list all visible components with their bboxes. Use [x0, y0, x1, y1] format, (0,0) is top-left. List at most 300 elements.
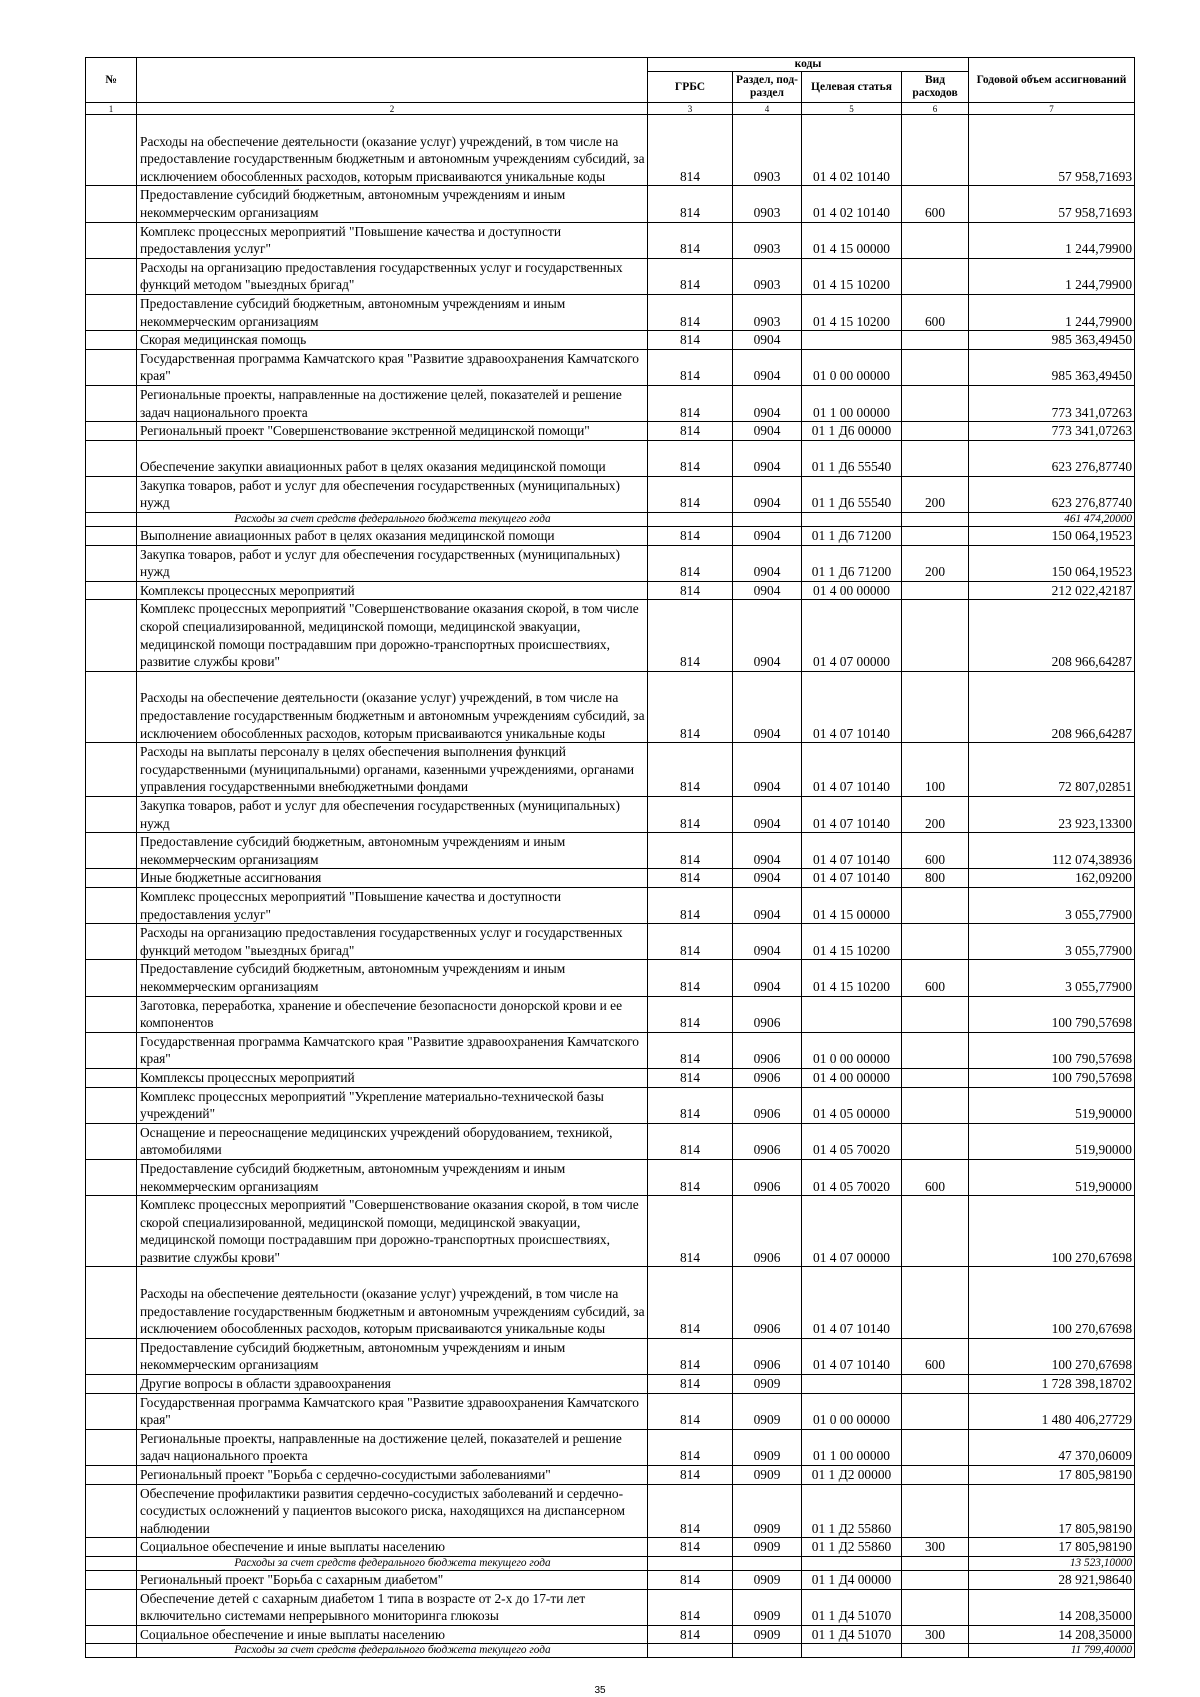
row-name: Предоставление субсидий бюджетным, автономным учреждениям и иным некоммерческим организациям [137, 186, 648, 222]
row-razdel: 0904 [733, 924, 802, 960]
row-razdel: 0904 [733, 422, 802, 441]
row-vid [902, 996, 969, 1032]
table-row [86, 527, 1135, 546]
row-name: Комплексы процессных мероприятий [137, 1068, 648, 1087]
table-row [86, 743, 1135, 797]
row-grbs: 814 [648, 600, 733, 671]
row-name: Закупка товаров, работ и услуг для обеспечения государственных (муниципальных) нужд [137, 476, 648, 512]
row-vid [902, 115, 969, 186]
row-grbs: 814 [648, 349, 733, 385]
table-row [86, 294, 1135, 330]
row-razdel [733, 1644, 802, 1658]
row-celevaya: 01 1 Д4 51070 [802, 1625, 902, 1644]
row-vid [902, 1484, 969, 1538]
row-vid [902, 331, 969, 350]
row-razdel: 0903 [733, 222, 802, 258]
row-razdel: 0906 [733, 1267, 802, 1338]
row-celevaya: 01 1 Д4 51070 [802, 1589, 902, 1625]
row-sum: 17 805,98190 [969, 1466, 1135, 1485]
row-grbs: 814 [648, 545, 733, 581]
row-razdel: 0904 [733, 960, 802, 996]
row-celevaya: 01 1 Д2 00000 [802, 1466, 902, 1485]
row-num-cell [86, 1589, 137, 1625]
row-num-cell [86, 1159, 137, 1195]
row-vid [902, 1123, 969, 1159]
row-name: Закупка товаров, работ и услуг для обеспечения государственных (муниципальных) нужд [137, 797, 648, 833]
row-celevaya: 01 1 Д6 55540 [802, 440, 902, 476]
row-grbs: 814 [648, 1068, 733, 1087]
row-name: Региональные проекты, направленные на достижение целей, показателей и решение задач национального проекта [137, 385, 648, 421]
row-vid [902, 888, 969, 924]
row-name: Комплекс процессных мероприятий "Укрепление материально-технической базы учреждений" [137, 1087, 648, 1123]
table-row [86, 1068, 1135, 1087]
row-razdel: 0904 [733, 581, 802, 600]
row-grbs: 814 [648, 797, 733, 833]
table-row [86, 1625, 1135, 1644]
row-name: Расходы на выплаты персоналу в целях обеспечения выполнения функций государственными (муниципальными) органами, казенными учреждениями, органами управления государственными внебюджетными фондами [137, 743, 648, 797]
row-vid [902, 1466, 969, 1485]
row-celevaya [802, 513, 902, 527]
row-grbs: 814 [648, 331, 733, 350]
row-celevaya: 01 4 07 10140 [802, 671, 902, 742]
row-sum: 162,09200 [969, 869, 1135, 888]
row-razdel: 0909 [733, 1589, 802, 1625]
row-grbs: 814 [648, 1032, 733, 1068]
row-vid: 200 [902, 797, 969, 833]
row-num-cell [86, 1087, 137, 1123]
row-num-cell [86, 833, 137, 869]
row-num-cell [86, 1644, 137, 1658]
row-celevaya: 01 4 05 00000 [802, 1087, 902, 1123]
row-name: Предоставление субсидий бюджетным, автономным учреждениям и иным некоммерческим организациям [137, 294, 648, 330]
row-vid [902, 440, 969, 476]
row-razdel: 0906 [733, 1032, 802, 1068]
row-celevaya: 01 4 15 10200 [802, 258, 902, 294]
row-razdel: 0909 [733, 1429, 802, 1465]
header-celevaya: Целевая статья [802, 72, 902, 103]
row-razdel: 0904 [733, 600, 802, 671]
row-razdel: 0906 [733, 1068, 802, 1087]
row-vid [902, 1196, 969, 1267]
row-celevaya: 01 4 02 10140 [802, 186, 902, 222]
row-celevaya: 01 4 02 10140 [802, 115, 902, 186]
row-razdel: 0904 [733, 797, 802, 833]
table-row [86, 1123, 1135, 1159]
row-vid [902, 258, 969, 294]
header-obem: Годовой объем ассигнований [969, 58, 1135, 103]
row-razdel [733, 1557, 802, 1571]
row-razdel: 0904 [733, 385, 802, 421]
row-num-cell [86, 1338, 137, 1374]
col-number: 7 [969, 103, 1135, 115]
row-grbs: 814 [648, 1466, 733, 1485]
row-sum: 100 270,67698 [969, 1267, 1135, 1338]
row-num-cell [86, 996, 137, 1032]
row-razdel: 0904 [733, 671, 802, 742]
row-vid: 300 [902, 1538, 969, 1557]
row-celevaya: 01 1 Д6 55540 [802, 476, 902, 512]
row-razdel: 0906 [733, 996, 802, 1032]
row-grbs: 814 [648, 1338, 733, 1374]
row-razdel: 0904 [733, 476, 802, 512]
row-celevaya: 01 0 00 00000 [802, 349, 902, 385]
row-sum: 23 923,13300 [969, 797, 1135, 833]
table-row [86, 1484, 1135, 1538]
table-row [86, 1538, 1135, 1557]
row-celevaya [802, 1644, 902, 1658]
row-num-cell [86, 743, 137, 797]
row-celevaya: 01 4 15 10200 [802, 924, 902, 960]
row-grbs: 814 [648, 258, 733, 294]
header-name [137, 58, 648, 103]
row-num-cell [86, 924, 137, 960]
row-sum: 519,90000 [969, 1087, 1135, 1123]
row-num-cell [86, 513, 137, 527]
row-razdel: 0909 [733, 1484, 802, 1538]
row-vid: 600 [902, 1159, 969, 1195]
row-name: Предоставление субсидий бюджетным, автономным учреждениям и иным некоммерческим организациям [137, 960, 648, 996]
row-celevaya [802, 1557, 902, 1571]
row-num-cell [86, 545, 137, 581]
table-row [86, 476, 1135, 512]
row-num-cell [86, 1484, 137, 1538]
row-grbs: 814 [648, 527, 733, 546]
row-name: Предоставление субсидий бюджетным, автономным учреждениям и иным некоммерческим организациям [137, 833, 648, 869]
row-grbs: 814 [648, 1123, 733, 1159]
row-razdel: 0909 [733, 1625, 802, 1644]
row-celevaya: 01 4 07 10140 [802, 869, 902, 888]
row-vid [902, 513, 969, 527]
row-grbs: 814 [648, 1087, 733, 1123]
row-sum: 519,90000 [969, 1123, 1135, 1159]
row-name: Региональный проект "Борьба с сахарным диабетом" [137, 1571, 648, 1590]
row-sum: 1 244,79900 [969, 222, 1135, 258]
row-celevaya: 01 4 07 00000 [802, 1196, 902, 1267]
row-num-cell [86, 1625, 137, 1644]
row-name: Расходы на обеспечение деятельности (оказание услуг) учреждений, в том числе на предоставление государственным бюджетным и автономным учреждениям субсидий, за исключением обособленных расходов, которым присваиваются уникальные коды [137, 1267, 648, 1338]
row-num-cell [86, 1466, 137, 1485]
row-razdel: 0903 [733, 294, 802, 330]
row-name: Обеспечение детей с сахарным диабетом 1 типа в возрасте от 2-х до 17-ти лет включительно системами непрерывного мониторинга глюкозы [137, 1589, 648, 1625]
row-name: Комплекс процессных мероприятий "Совершенствование оказания скорой, в том числе скорой специализированной, медицинской помощи, медицинской эвакуации, медицинской помощи пострадавшим при дорожно-транспортных происшествиях, развитие службы крови" [137, 1196, 648, 1267]
row-celevaya: 01 1 Д2 55860 [802, 1538, 902, 1557]
row-sum: 985 363,49450 [969, 349, 1135, 385]
row-num-cell [86, 1393, 137, 1429]
row-num-cell [86, 1429, 137, 1465]
row-grbs: 814 [648, 924, 733, 960]
table-row [86, 115, 1135, 186]
row-num-cell [86, 671, 137, 742]
row-vid [902, 1644, 969, 1658]
table-row [86, 581, 1135, 600]
row-celevaya: 01 4 00 00000 [802, 581, 902, 600]
row-num-cell [86, 440, 137, 476]
row-razdel: 0906 [733, 1159, 802, 1195]
federal-budget-row [86, 1644, 1135, 1658]
row-razdel: 0904 [733, 349, 802, 385]
table-row [86, 600, 1135, 671]
row-razdel: 0909 [733, 1466, 802, 1485]
table-row [86, 440, 1135, 476]
row-name: Иные бюджетные ассигнования [137, 869, 648, 888]
row-razdel: 0904 [733, 545, 802, 581]
row-num-cell [86, 258, 137, 294]
row-celevaya: 01 1 Д6 71200 [802, 545, 902, 581]
row-razdel: 0909 [733, 1393, 802, 1429]
row-num-cell [86, 1267, 137, 1338]
table-row [86, 186, 1135, 222]
row-name: Выполнение авиационных работ в целях оказания медицинской помощи [137, 527, 648, 546]
row-celevaya: 01 4 05 70020 [802, 1123, 902, 1159]
table-row [86, 888, 1135, 924]
col-number: 1 [86, 103, 137, 115]
row-sum: 47 370,06009 [969, 1429, 1135, 1465]
row-num-cell [86, 1571, 137, 1590]
col-number: 2 [137, 103, 648, 115]
federal-budget-row [86, 513, 1135, 527]
row-vid [902, 1068, 969, 1087]
row-grbs: 814 [648, 1625, 733, 1644]
row-sum: 461 474,20000 [969, 513, 1135, 527]
row-sum: 1 244,79900 [969, 294, 1135, 330]
row-vid: 100 [902, 743, 969, 797]
row-num-cell [86, 581, 137, 600]
row-razdel: 0903 [733, 186, 802, 222]
row-sum: 72 807,02851 [969, 743, 1135, 797]
row-num-cell [86, 1375, 137, 1394]
row-name: Расходы за счет средств федерального бюджета текущего года [137, 513, 648, 527]
row-vid: 600 [902, 186, 969, 222]
row-grbs: 814 [648, 440, 733, 476]
row-vid [902, 527, 969, 546]
row-name: Расходы за счет средств федерального бюджета текущего года [137, 1557, 648, 1571]
row-sum: 3 055,77900 [969, 924, 1135, 960]
row-num-cell [86, 385, 137, 421]
row-sum: 100 790,57698 [969, 1068, 1135, 1087]
row-grbs: 814 [648, 888, 733, 924]
row-name: Обеспечение закупки авиационных работ в целях оказания медицинской помощи [137, 440, 648, 476]
row-name: Предоставление субсидий бюджетным, автономным учреждениям и иным некоммерческим организациям [137, 1338, 648, 1374]
row-num-cell [86, 1032, 137, 1068]
header-codes: коды [648, 58, 969, 72]
page-number: 35 [594, 1685, 606, 1696]
row-name: Расходы за счет средств федерального бюджета текущего года [137, 1644, 648, 1658]
row-name: Расходы на обеспечение деятельности (оказание услуг) учреждений, в том числе на предоставление государственным бюджетным и автономным учреждениям субсидий, за исключением обособленных расходов, которым присваиваются уникальные коды [137, 115, 648, 186]
row-grbs: 814 [648, 1267, 733, 1338]
table-row [86, 1393, 1135, 1429]
row-sum: 208 966,64287 [969, 671, 1135, 742]
row-grbs: 814 [648, 294, 733, 330]
row-celevaya: 01 4 15 00000 [802, 888, 902, 924]
row-celevaya: 01 1 Д4 00000 [802, 1571, 902, 1590]
row-celevaya: 01 4 07 10140 [802, 1338, 902, 1374]
row-razdel: 0909 [733, 1538, 802, 1557]
row-sum: 3 055,77900 [969, 960, 1135, 996]
table-row [86, 1589, 1135, 1625]
row-razdel: 0904 [733, 440, 802, 476]
row-grbs: 814 [648, 385, 733, 421]
row-sum: 57 958,71693 [969, 115, 1135, 186]
row-name: Оснащение и переоснащение медицинских учреждений оборудованием, техникой, автомобилями [137, 1123, 648, 1159]
row-grbs: 814 [648, 1429, 733, 1465]
row-sum: 11 799,40000 [969, 1644, 1135, 1658]
row-celevaya: 01 4 15 10200 [802, 294, 902, 330]
table-row [86, 924, 1135, 960]
row-num-cell [86, 349, 137, 385]
row-celevaya: 01 4 05 70020 [802, 1159, 902, 1195]
row-razdel: 0904 [733, 833, 802, 869]
header-grbs: ГРБС [648, 72, 733, 103]
row-celevaya: 01 4 07 10140 [802, 797, 902, 833]
table-row [86, 1429, 1135, 1465]
row-num-cell [86, 222, 137, 258]
row-grbs: 814 [648, 222, 733, 258]
row-name: Комплекс процессных мероприятий "Совершенствование оказания скорой, в том числе скорой специализированной, медицинской помощи, медицинской эвакуации, медицинской помощи пострадавшим при дорожно-транспортных происшествиях, развитие службы крови" [137, 600, 648, 671]
appropriations-table [85, 57, 1135, 1658]
row-grbs: 814 [648, 960, 733, 996]
row-num-cell [86, 797, 137, 833]
row-vid [902, 600, 969, 671]
header-num: № [86, 58, 137, 103]
row-vid [902, 1393, 969, 1429]
row-sum: 28 921,98640 [969, 1571, 1135, 1590]
row-grbs: 814 [648, 1484, 733, 1538]
row-vid [902, 1267, 969, 1338]
row-name: Скорая медицинская помощь [137, 331, 648, 350]
row-grbs [648, 513, 733, 527]
row-razdel: 0903 [733, 115, 802, 186]
row-celevaya: 01 1 Д6 71200 [802, 527, 902, 546]
row-num-cell [86, 331, 137, 350]
table-row [86, 349, 1135, 385]
table-row [86, 1196, 1135, 1267]
row-sum: 1 244,79900 [969, 258, 1135, 294]
row-grbs: 814 [648, 996, 733, 1032]
row-name: Заготовка, переработка, хранение и обеспечение безопасности донорской крови и ее компонентов [137, 996, 648, 1032]
row-grbs [648, 1644, 733, 1658]
row-celevaya: 01 0 00 00000 [802, 1032, 902, 1068]
row-num-cell [86, 1557, 137, 1571]
table-row [86, 1375, 1135, 1394]
row-grbs: 814 [648, 1375, 733, 1394]
row-celevaya: 01 4 15 00000 [802, 222, 902, 258]
table-row [86, 422, 1135, 441]
table-row [86, 1571, 1135, 1590]
row-vid [902, 1571, 969, 1590]
row-vid [902, 1429, 969, 1465]
row-razdel: 0904 [733, 869, 802, 888]
row-name: Комплекс процессных мероприятий "Повышение качества и доступности предоставления услуг" [137, 222, 648, 258]
row-name: Государственная программа Камчатского края "Развитие здравоохранения Камчатского края" [137, 349, 648, 385]
row-vid [902, 422, 969, 441]
col-number: 3 [648, 103, 733, 115]
table-row [86, 385, 1135, 421]
row-celevaya: 01 4 07 10140 [802, 1267, 902, 1338]
row-vid: 600 [902, 833, 969, 869]
table-row [86, 996, 1135, 1032]
row-grbs: 814 [648, 1571, 733, 1590]
row-vid [902, 671, 969, 742]
row-razdel: 0904 [733, 888, 802, 924]
table-row [86, 258, 1135, 294]
table-row [86, 797, 1135, 833]
row-num-cell [86, 1123, 137, 1159]
col-number: 4 [733, 103, 802, 115]
row-celevaya: 01 4 15 10200 [802, 960, 902, 996]
row-name: Расходы на обеспечение деятельности (оказание услуг) учреждений, в том числе на предоставление государственным бюджетным и автономным учреждениям субсидий, за исключением обособленных расходов, которым присваиваются уникальные коды [137, 671, 648, 742]
row-sum: 100 270,67698 [969, 1196, 1135, 1267]
row-grbs: 814 [648, 671, 733, 742]
row-sum: 112 074,38936 [969, 833, 1135, 869]
row-grbs: 814 [648, 1196, 733, 1267]
col-number: 5 [802, 103, 902, 115]
row-name: Государственная программа Камчатского края "Развитие здравоохранения Камчатского края" [137, 1393, 648, 1429]
row-celevaya: 01 4 07 10140 [802, 833, 902, 869]
row-vid [902, 581, 969, 600]
row-grbs: 814 [648, 115, 733, 186]
row-vid [902, 385, 969, 421]
table-row [86, 869, 1135, 888]
row-grbs: 814 [648, 476, 733, 512]
table-row [86, 1466, 1135, 1485]
row-num-cell [86, 527, 137, 546]
row-sum: 3 055,77900 [969, 888, 1135, 924]
row-sum: 623 276,87740 [969, 440, 1135, 476]
row-grbs [648, 1557, 733, 1571]
row-num-cell [86, 476, 137, 512]
row-vid: 600 [902, 1338, 969, 1374]
row-vid [902, 1557, 969, 1571]
table-body [86, 115, 1135, 1658]
row-name: Государственная программа Камчатского края "Развитие здравоохранения Камчатского края" [137, 1032, 648, 1068]
row-razdel: 0906 [733, 1196, 802, 1267]
row-celevaya: 01 1 00 00000 [802, 1429, 902, 1465]
row-name: Региональный проект "Борьба с сердечно-сосудистыми заболеваниями" [137, 1466, 648, 1485]
row-grbs: 814 [648, 1538, 733, 1557]
row-vid: 300 [902, 1625, 969, 1644]
table-row [86, 222, 1135, 258]
table-row [86, 331, 1135, 350]
row-grbs: 814 [648, 833, 733, 869]
row-name: Региональный проект "Совершенствование экстренной медицинской помощи" [137, 422, 648, 441]
row-razdel: 0906 [733, 1338, 802, 1374]
federal-budget-row [86, 1557, 1135, 1571]
row-sum: 519,90000 [969, 1159, 1135, 1195]
row-vid [902, 1087, 969, 1123]
table-row [86, 671, 1135, 742]
row-celevaya [802, 996, 902, 1032]
row-razdel: 0904 [733, 743, 802, 797]
row-num-cell [86, 1538, 137, 1557]
row-grbs: 814 [648, 1393, 733, 1429]
table-row [86, 1338, 1135, 1374]
row-num-cell [86, 960, 137, 996]
row-celevaya: 01 4 00 00000 [802, 1068, 902, 1087]
row-celevaya: 01 1 Д2 55860 [802, 1484, 902, 1538]
row-num-cell [86, 600, 137, 671]
row-vid: 200 [902, 545, 969, 581]
row-sum: 150 064,19523 [969, 545, 1135, 581]
row-razdel: 0906 [733, 1087, 802, 1123]
row-sum: 623 276,87740 [969, 476, 1135, 512]
row-name: Социальное обеспечение и иные выплаты населению [137, 1625, 648, 1644]
row-sum: 14 208,35000 [969, 1589, 1135, 1625]
row-razdel: 0904 [733, 527, 802, 546]
row-vid: 600 [902, 960, 969, 996]
row-name: Комплексы процессных мероприятий [137, 581, 648, 600]
row-name: Комплекс процессных мероприятий "Повышение качества и доступности предоставления услуг" [137, 888, 648, 924]
row-sum: 985 363,49450 [969, 331, 1135, 350]
